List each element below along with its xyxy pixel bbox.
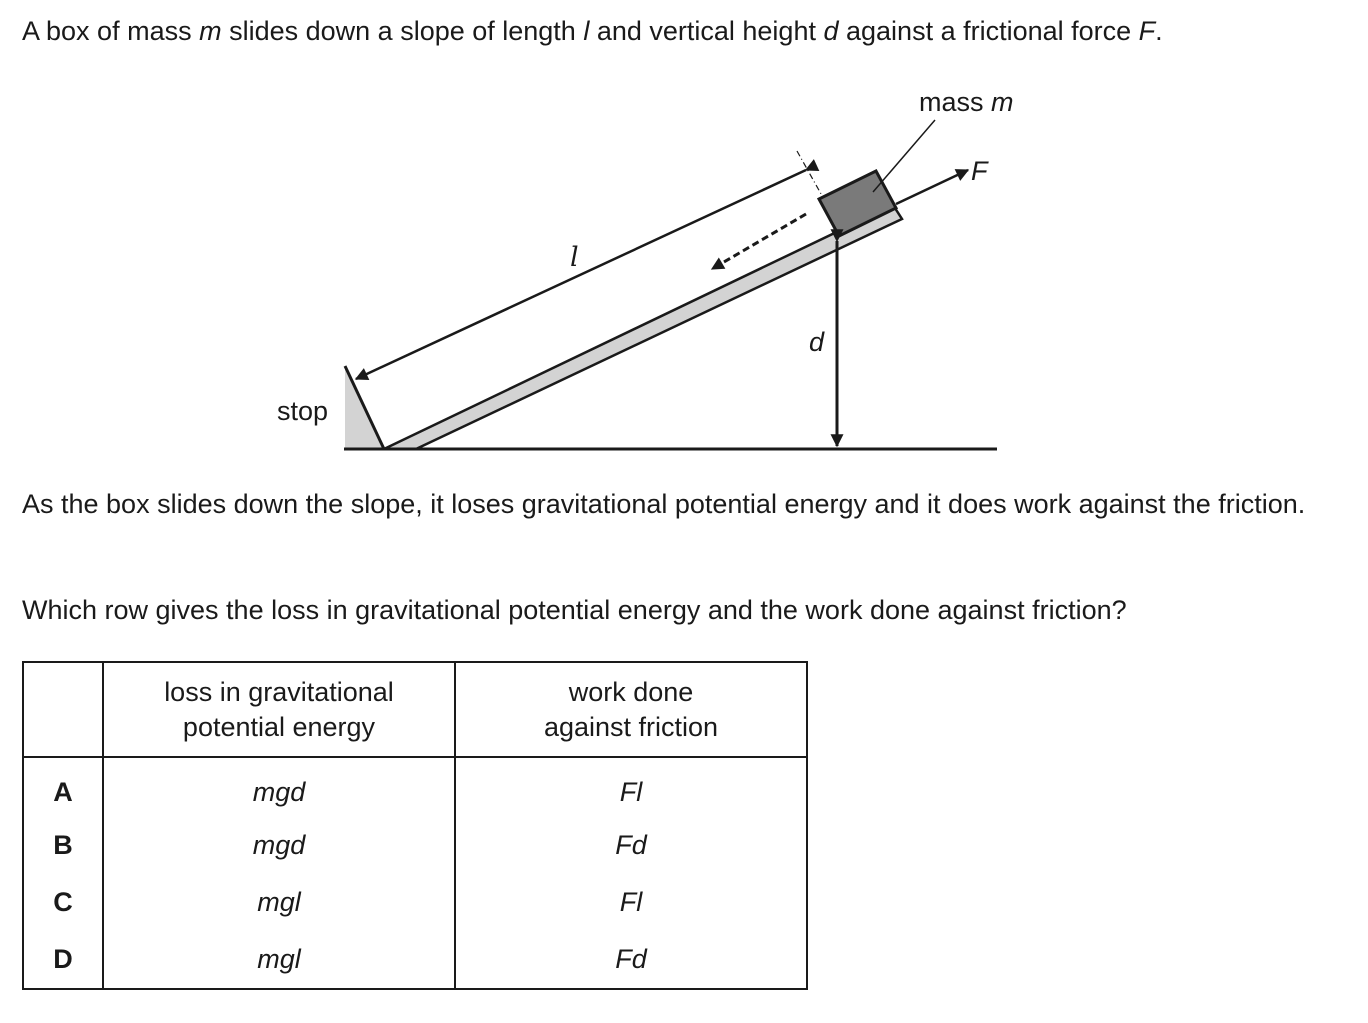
table-header-row bbox=[23, 662, 807, 757]
gpe-value: mgd bbox=[103, 817, 455, 874]
row-label: D bbox=[23, 931, 103, 989]
table-row[interactable] bbox=[23, 931, 807, 989]
work-value: Fl bbox=[455, 757, 807, 817]
row-label: A bbox=[23, 757, 103, 817]
height-label: d bbox=[809, 327, 825, 357]
work-value: Fl bbox=[455, 874, 807, 931]
mass-pointer-line bbox=[873, 120, 935, 192]
header-empty bbox=[23, 662, 103, 757]
gpe-value: mgd bbox=[103, 757, 455, 817]
header-gpe: loss in gravitational potential energy bbox=[103, 662, 455, 757]
row-label: B bbox=[23, 817, 103, 874]
question-prompt: Which row gives the loss in gravitational potential energy and the work done against friction? bbox=[22, 595, 1127, 625]
table-row[interactable] bbox=[23, 874, 807, 931]
mass-label: mass m bbox=[919, 87, 1014, 117]
row-label: C bbox=[23, 874, 103, 931]
work-value: Fd bbox=[455, 817, 807, 874]
slope-plank bbox=[384, 205, 902, 449]
length-label: l bbox=[570, 242, 579, 273]
friction-force-arrow bbox=[896, 170, 968, 204]
force-label: F bbox=[971, 156, 988, 186]
slope-diagram bbox=[0, 0, 1368, 480]
header-work: work done against friction bbox=[455, 662, 807, 757]
stop-label: stop bbox=[277, 396, 329, 426]
length-arrow bbox=[356, 170, 806, 379]
table-row[interactable] bbox=[23, 817, 807, 874]
length-extension-line bbox=[797, 151, 825, 201]
answer-table bbox=[22, 661, 808, 990]
work-value: Fd bbox=[455, 931, 807, 989]
description-text: As the box slides down the slope, it loses gravitational potential energy and it does work against the friction. bbox=[22, 489, 1306, 519]
table-row[interactable] bbox=[23, 757, 807, 817]
gpe-value: mgl bbox=[103, 874, 455, 931]
question-intro: A box of mass m slides down a slope of length l and vertical height d against a frictional force F. bbox=[22, 16, 1163, 46]
gpe-value: mgl bbox=[103, 931, 455, 989]
